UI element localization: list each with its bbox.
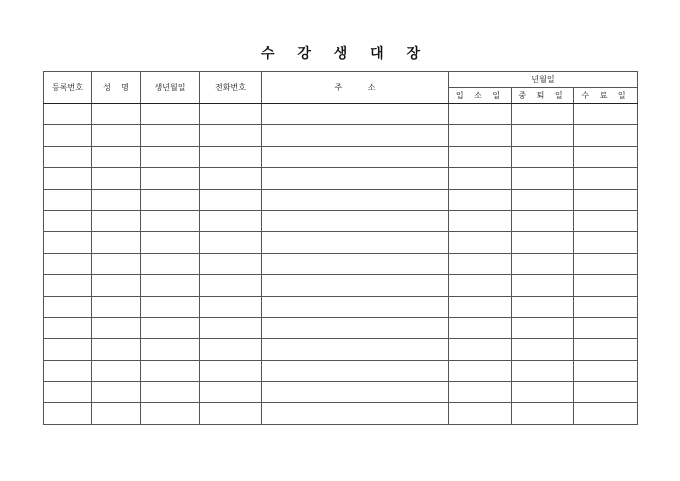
cell-reg-no[interactable] xyxy=(44,382,92,403)
cell-resign-date[interactable] xyxy=(512,382,574,403)
cell-resign-date[interactable] xyxy=(512,317,574,338)
cell-address[interactable] xyxy=(262,317,449,338)
cell-resign-date[interactable] xyxy=(512,403,574,424)
header-reg-no: 등록번호 xyxy=(44,72,92,104)
header-date-group: 년월일 xyxy=(449,72,638,88)
cell-complete-date[interactable] xyxy=(574,232,638,253)
cell-address[interactable] xyxy=(262,403,449,424)
cell-birth[interactable] xyxy=(141,296,200,317)
cell-name[interactable] xyxy=(92,296,141,317)
cell-complete-date[interactable] xyxy=(574,189,638,210)
table-row xyxy=(44,296,638,317)
cell-birth[interactable] xyxy=(141,104,200,125)
cell-complete-date[interactable] xyxy=(574,210,638,231)
cell-enroll-date[interactable] xyxy=(449,339,512,360)
page-title: 수 강 생 대 장 xyxy=(260,46,430,62)
cell-complete-date[interactable] xyxy=(574,125,638,146)
cell-reg-no[interactable] xyxy=(44,360,92,381)
cell-birth[interactable] xyxy=(141,168,200,189)
table-row xyxy=(44,275,638,296)
cell-name[interactable] xyxy=(92,275,141,296)
cell-birth[interactable] xyxy=(141,317,200,338)
cell-complete-date[interactable] xyxy=(574,339,638,360)
cell-resign-date[interactable] xyxy=(512,253,574,274)
cell-birth[interactable] xyxy=(141,232,200,253)
cell-enroll-date[interactable] xyxy=(449,146,512,167)
cell-enroll-date[interactable] xyxy=(449,253,512,274)
cell-phone[interactable] xyxy=(200,232,262,253)
cell-birth[interactable] xyxy=(141,253,200,274)
cell-reg-no[interactable] xyxy=(44,253,92,274)
cell-name[interactable] xyxy=(92,382,141,403)
cell-resign-date[interactable] xyxy=(512,104,574,125)
cell-reg-no[interactable] xyxy=(44,104,92,125)
cell-name[interactable] xyxy=(92,403,141,424)
cell-address[interactable] xyxy=(262,275,449,296)
cell-name[interactable] xyxy=(92,189,141,210)
cell-phone[interactable] xyxy=(200,339,262,360)
cell-address[interactable] xyxy=(262,210,449,231)
cell-address[interactable] xyxy=(262,189,449,210)
cell-phone[interactable] xyxy=(200,210,262,231)
cell-resign-date[interactable] xyxy=(512,232,574,253)
cell-enroll-date[interactable] xyxy=(449,317,512,338)
cell-address[interactable] xyxy=(262,125,449,146)
cell-phone[interactable] xyxy=(200,125,262,146)
cell-birth[interactable] xyxy=(141,146,200,167)
cell-birth[interactable] xyxy=(141,382,200,403)
cell-resign-date[interactable] xyxy=(512,189,574,210)
cell-resign-date[interactable] xyxy=(512,360,574,381)
cell-birth[interactable] xyxy=(141,210,200,231)
cell-resign-date[interactable] xyxy=(512,275,574,296)
cell-complete-date[interactable] xyxy=(574,360,638,381)
cell-complete-date[interactable] xyxy=(574,317,638,338)
cell-address[interactable] xyxy=(262,232,449,253)
cell-birth[interactable] xyxy=(141,189,200,210)
cell-complete-date[interactable] xyxy=(574,382,638,403)
cell-birth[interactable] xyxy=(141,125,200,146)
table-row xyxy=(44,360,638,381)
cell-birth[interactable] xyxy=(141,403,200,424)
table-body xyxy=(44,104,638,425)
cell-birth[interactable] xyxy=(141,275,200,296)
cell-complete-date[interactable] xyxy=(574,104,638,125)
cell-phone[interactable] xyxy=(200,275,262,296)
table-row xyxy=(44,339,638,360)
cell-name[interactable] xyxy=(92,339,141,360)
table-row xyxy=(44,210,638,231)
cell-phone[interactable] xyxy=(200,189,262,210)
cell-complete-date[interactable] xyxy=(574,403,638,424)
table-row xyxy=(44,253,638,274)
cell-reg-no[interactable] xyxy=(44,403,92,424)
cell-reg-no[interactable] xyxy=(44,146,92,167)
cell-resign-date[interactable] xyxy=(512,125,574,146)
cell-address[interactable] xyxy=(262,296,449,317)
cell-reg-no[interactable] xyxy=(44,168,92,189)
cell-reg-no[interactable] xyxy=(44,275,92,296)
cell-complete-date[interactable] xyxy=(574,168,638,189)
cell-enroll-date[interactable] xyxy=(449,382,512,403)
cell-phone[interactable] xyxy=(200,360,262,381)
cell-enroll-date[interactable] xyxy=(449,125,512,146)
student-register-table xyxy=(43,71,638,425)
cell-enroll-date[interactable] xyxy=(449,275,512,296)
cell-phone[interactable] xyxy=(200,104,262,125)
cell-reg-no[interactable] xyxy=(44,189,92,210)
cell-phone[interactable] xyxy=(200,382,262,403)
cell-phone[interactable] xyxy=(200,403,262,424)
table-row xyxy=(44,168,638,189)
table-row xyxy=(44,382,638,403)
cell-reg-no[interactable] xyxy=(44,339,92,360)
table-row xyxy=(44,189,638,210)
cell-address[interactable] xyxy=(262,168,449,189)
cell-resign-date[interactable] xyxy=(512,168,574,189)
table-row xyxy=(44,317,638,338)
cell-phone[interactable] xyxy=(200,253,262,274)
cell-phone[interactable] xyxy=(200,168,262,189)
cell-address[interactable] xyxy=(262,253,449,274)
cell-complete-date[interactable] xyxy=(574,296,638,317)
cell-complete-date[interactable] xyxy=(574,275,638,296)
cell-phone[interactable] xyxy=(200,317,262,338)
cell-enroll-date[interactable] xyxy=(449,360,512,381)
cell-address[interactable] xyxy=(262,104,449,125)
cell-enroll-date[interactable] xyxy=(449,210,512,231)
cell-resign-date[interactable] xyxy=(512,339,574,360)
cell-name[interactable] xyxy=(92,146,141,167)
cell-reg-no[interactable] xyxy=(44,210,92,231)
cell-resign-date[interactable] xyxy=(512,146,574,167)
cell-reg-no[interactable] xyxy=(44,317,92,338)
header-resign-date: 중 퇴 일 xyxy=(512,88,574,104)
cell-enroll-date[interactable] xyxy=(449,403,512,424)
cell-name[interactable] xyxy=(92,104,141,125)
cell-name[interactable] xyxy=(92,317,141,338)
cell-name[interactable] xyxy=(92,360,141,381)
header-name: 성 명 xyxy=(92,72,141,104)
cell-address[interactable] xyxy=(262,360,449,381)
cell-phone[interactable] xyxy=(200,296,262,317)
cell-address[interactable] xyxy=(262,382,449,403)
cell-complete-date[interactable] xyxy=(574,146,638,167)
cell-name[interactable] xyxy=(92,253,141,274)
cell-complete-date[interactable] xyxy=(574,253,638,274)
cell-name[interactable] xyxy=(92,232,141,253)
cell-birth[interactable] xyxy=(141,339,200,360)
cell-phone[interactable] xyxy=(200,146,262,167)
header-phone: 전화번호 xyxy=(200,72,262,104)
cell-name[interactable] xyxy=(92,210,141,231)
table-row xyxy=(44,232,638,253)
table-row xyxy=(44,146,638,167)
header-complete-date: 수 료 일 xyxy=(574,88,638,104)
header-birth: 생년월일 xyxy=(141,72,200,104)
cell-reg-no[interactable] xyxy=(44,232,92,253)
cell-resign-date[interactable] xyxy=(512,296,574,317)
cell-reg-no[interactable] xyxy=(44,296,92,317)
cell-enroll-date[interactable] xyxy=(449,232,512,253)
cell-birth[interactable] xyxy=(141,360,200,381)
header-address: 주 소 xyxy=(262,72,449,104)
table-row xyxy=(44,104,638,125)
cell-name[interactable] xyxy=(92,125,141,146)
cell-reg-no[interactable] xyxy=(44,125,92,146)
cell-enroll-date[interactable] xyxy=(449,296,512,317)
cell-address[interactable] xyxy=(262,339,449,360)
cell-enroll-date[interactable] xyxy=(449,189,512,210)
cell-name[interactable] xyxy=(92,168,141,189)
cell-enroll-date[interactable] xyxy=(449,104,512,125)
header-enroll-date: 입 소 일 xyxy=(449,88,512,104)
table-row xyxy=(44,403,638,424)
cell-resign-date[interactable] xyxy=(512,210,574,231)
cell-enroll-date[interactable] xyxy=(449,168,512,189)
cell-address[interactable] xyxy=(262,146,449,167)
table-row xyxy=(44,125,638,146)
